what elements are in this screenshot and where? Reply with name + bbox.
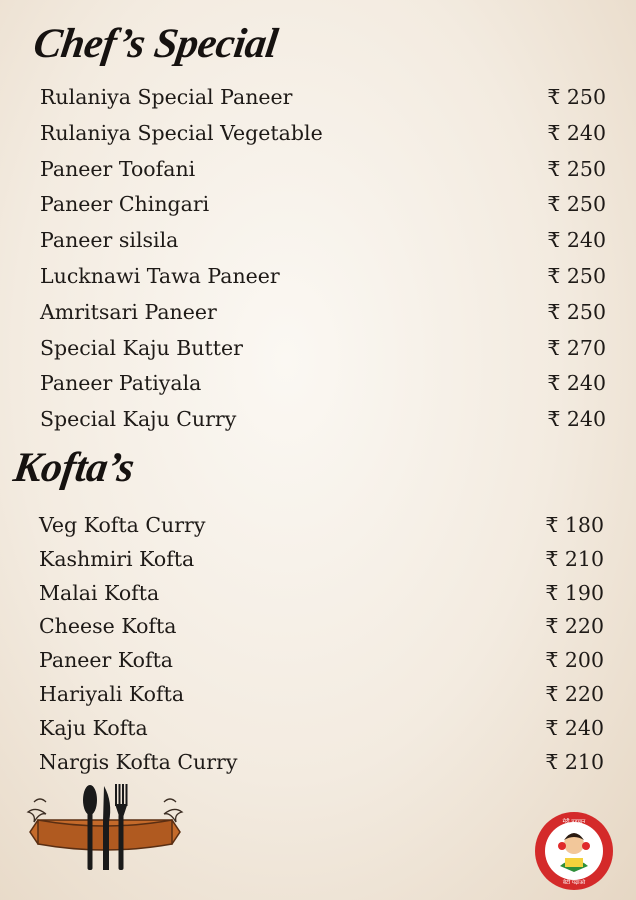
menu-item-name: Amritsari Paneer [40,299,217,324]
menu-item [40,331,606,367]
menu-item [40,259,606,295]
fork-knife-spoon-ribbon-icon [24,782,186,874]
menu-item-name: Veg Kofta Curry [39,513,206,537]
menu-item [39,644,604,678]
menu-item [39,543,604,577]
menu-item-price: ₹ 210 [545,749,604,774]
section-title-koftas: Kofta’s [10,445,137,491]
menu-list-chefs-special [40,80,606,438]
menu-item [39,678,604,712]
menu-item-price: ₹ 250 [547,263,606,288]
beti-bachao-badge-icon [533,810,615,892]
menu-item [39,509,604,543]
menu-item-price: ₹ 180 [545,513,604,537]
menu-item-name: Rulaniya Special Vegetable [40,120,323,145]
menu-item-name: Rulaniya Special Paneer [40,85,293,109]
menu-item-name: Cheese Kofta [39,614,177,639]
menu-item [40,223,606,259]
menu-item [40,402,606,438]
menu-item-name: Kashmiri Kofta [39,546,195,571]
menu-item-name: Paneer Patiyala [40,371,202,396]
menu-item-price: ₹ 250 [547,85,606,109]
badge-text-top: मेरी पहचान [562,819,586,825]
menu-item-name: Paneer silsila [40,228,179,253]
menu-item-name: Nargis Kofta Curry [39,749,238,774]
menu-item-name: Paneer Chingari [40,192,210,217]
menu-item [39,746,604,780]
menu-item [40,295,606,331]
menu-item [40,152,606,188]
menu-item [40,187,606,223]
menu-item-price: ₹ 240 [547,371,606,396]
menu-item-price: ₹ 210 [545,546,604,571]
menu-item-price: ₹ 250 [547,192,606,217]
menu-item-price: ₹ 250 [547,156,606,181]
menu-item-name: Kaju Kofta [39,715,148,740]
menu-item [39,712,604,746]
menu-item-price: ₹ 240 [547,228,606,253]
menu-item [39,577,604,611]
menu-item-price: ₹ 240 [547,120,606,145]
menu-item-price: ₹ 220 [545,614,604,639]
menu-item-name: Special Kaju Butter [40,335,243,360]
menu-item-price: ₹ 220 [545,681,604,706]
menu-item [40,366,606,402]
menu-item-name: Hariyali Kofta [39,681,185,706]
menu-list-koftas [39,509,604,779]
menu-item-price: ₹ 190 [545,580,604,605]
menu-item-price: ₹ 270 [547,335,606,360]
menu-item [40,116,606,152]
menu-item-price: ₹ 240 [547,407,606,432]
menu-item-price: ₹ 240 [545,715,604,740]
menu-item [39,610,604,644]
menu-item-price: ₹ 200 [545,648,604,673]
badge-text-bottom: बेटी पढ़ाओ [562,880,586,886]
menu-item-name: Special Kaju Curry [40,407,237,432]
section-title-chefs-special: Chef’s Special [30,21,281,67]
menu-item [40,80,606,116]
menu-item-name: Paneer Toofani [40,156,196,181]
menu-item-name: Malai Kofta [39,580,160,605]
menu-item-name: Paneer Kofta [39,648,174,673]
menu-item-price: ₹ 250 [547,299,606,324]
menu-item-name: Lucknawi Tawa Paneer [40,263,280,288]
